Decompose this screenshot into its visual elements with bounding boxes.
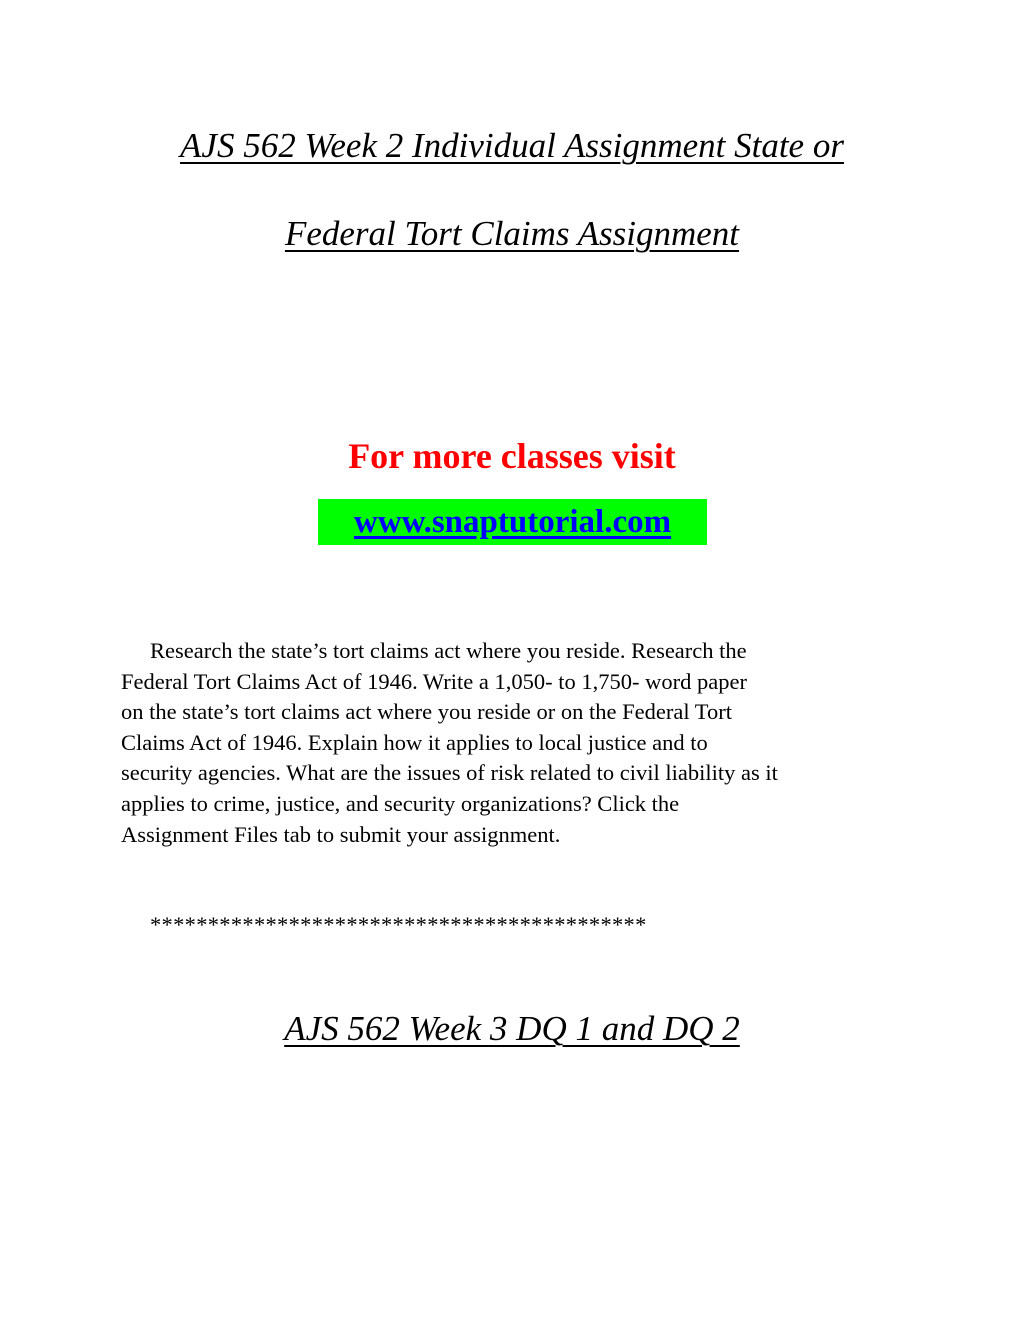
promo-text: For more classes visit	[348, 436, 676, 476]
description-line: Claims Act of 1946. Explain how it applies to local justice and to	[121, 729, 708, 755]
section-title-line-2: Federal Tort Claims Assignment	[284, 214, 740, 253]
next-section-title: AJS 562 Week 3 DQ 1 and DQ 2	[284, 1009, 740, 1048]
description-line: on the state’s tort claims act where you reside or on the Federal Tort	[121, 699, 732, 725]
promo-link-highlight	[318, 499, 707, 545]
description-line: Research the state’s tort claims act where you reside. Research the	[150, 638, 747, 663]
description-line: Assignment Files tab to submit your assignment.	[121, 821, 561, 847]
description-line: applies to crime, justice, and security organizations? Click the	[121, 790, 680, 816]
assignment-description	[121, 636, 911, 850]
description-line: security agencies. What are the issues of risk related to civil liability as it	[121, 760, 778, 786]
separator: *******************************************	[150, 912, 647, 937]
promo-link[interactable]: www.snaptutorial.com	[353, 504, 672, 540]
description-line: Federal Tort Claims Act of 1946. Write a 1,050- to 1,750- word paper	[121, 668, 747, 694]
section-title-line-1: AJS 562 Week 2 Individual Assignment State or	[180, 126, 844, 165]
